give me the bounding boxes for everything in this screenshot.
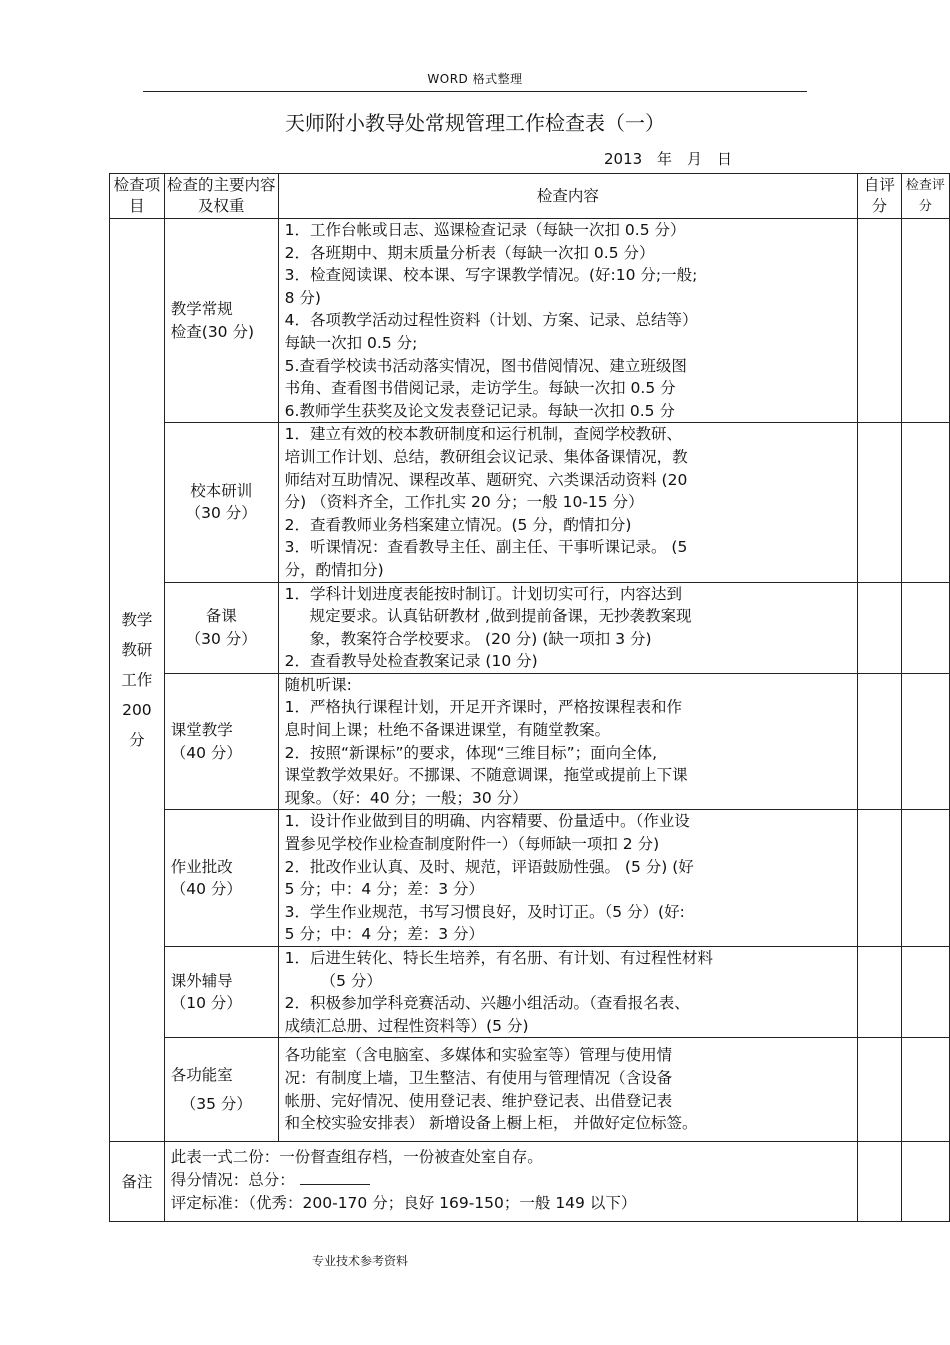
category-line: 教研 (121, 641, 153, 660)
remarks-line: 得分情况：总分： (171, 1169, 854, 1192)
content-cell: 1．工作台帐或日志、巡课检查记录（每缺一次扣 0.5 分） 2．各班期中、期末质量分析表（每缺一次扣 0.5 分） 3．检查阅读课、校本课、写字课教学情况。(好:10 分;一般; 8 分) 4．各项教学活动过程性资料（计划、方案、记录、总结等） 每缺一次扣 0.5 分; 5.查看学校读书活动落实情况，图书借阅情况、建立班级图 书角、查看图书借阅记录，走访学生。每缺一次扣 0.5 分 6.教师学生获奖及论文发表登记记录。每缺一次扣 0.5 分 (278, 219, 857, 423)
category-line: 分 (129, 731, 145, 750)
content-cell: 1．建立有效的校本教研制度和运行机制，查阅学校教研、 培训工作计划、总结，教研组会议记录、集体备课情况，教 师结对互助情况、课程改革、题研究、六类课活动资料 (20 分) （资料齐全，工作扎实 20 分；一般 10-15 分） 2．查看教师业务档案建立情况。(5 分，酌情扣分) 3．听课情况：查看教导主任、副主任、干事听课记录。 (5 分，酌情扣分) (278, 423, 857, 582)
item-cell: 各功能室 （35 分） (164, 1038, 278, 1142)
item-cell: 教学常规 检查(30 分) (164, 219, 278, 423)
category-line: 工作 (121, 671, 153, 690)
content-cell: 随机听课: 1．严格执行课程计划，开足开齐课时，严格按课程表和作 息时间上课；杜绝不备课进课堂，有随堂教案。 2．按照“新课标”的要求，体现“三维目标”；面向全体, 课堂教学效果好。不挪课、不随意调课，拖堂或提前上下课 现象。（好：40 分；一般；30 分） (278, 673, 857, 810)
header-divider (143, 91, 807, 92)
header-inspect-score: 检查评分 (901, 174, 949, 219)
table-row (110, 219, 950, 423)
header-check-content: 检查内容 (278, 174, 857, 219)
self-score-cell[interactable] (858, 1142, 902, 1222)
header-check-item: 检查项目 (110, 174, 165, 219)
self-score-cell[interactable] (858, 1038, 902, 1142)
remarks-line: 评定标准：（优秀：200-170 分；良好 169-150；一般 149 以下） (170, 1193, 637, 1212)
self-score-cell[interactable] (858, 582, 902, 673)
table-row (110, 423, 950, 582)
inspect-score-cell[interactable] (901, 582, 949, 673)
content-cell: 1．后进生转化、特长生培养，有名册、有计划、有过程性材料 （5 分） 2．积极参加学科竞赛活动、兴趣小组活动。（查看报名表、 成绩汇总册、过程性资料等）(5 分) (278, 947, 857, 1038)
inspection-table (109, 173, 950, 1222)
inspect-score-cell[interactable] (901, 219, 949, 423)
table-row (110, 810, 950, 947)
self-score-cell[interactable] (858, 219, 902, 423)
category-line: 200 (122, 701, 152, 720)
total-score-blank[interactable] (300, 1170, 370, 1185)
table-row (110, 947, 950, 1038)
self-score-cell[interactable] (858, 947, 902, 1038)
content-cell: 1．学科计划进度表能按时制订。计划切实可行，内容达到 规定要求。认真钻研教材 ,做到提前备课，无抄袭教案现 象，教案符合学校要求。 (20 分) (缺一项扣 3 分) 2．查看教导处检查教案记录 (10 分) (278, 582, 857, 673)
inspect-score-cell[interactable] (901, 1142, 949, 1222)
self-score-cell[interactable] (858, 423, 902, 582)
content-cell: 各功能室（含电脑室、多媒体和实验室等）管理与使用情 况：有制度上墙，卫生整洁、有使用与管理情况（含设备 帐册、完好情况、使用登记表、维护登记表、出借登记表 和全校实验安排表） 新增设备上橱上柜， 并做好定位标签。 (278, 1038, 857, 1142)
page-footer: 专业技术参考资料 (312, 1254, 409, 1268)
item-cell: 作业批改 （40 分） (164, 810, 278, 947)
item-cell: 备课 （30 分） (164, 582, 278, 673)
inspect-score-cell[interactable] (901, 1038, 949, 1142)
date-line: 2013 年 月 日 (604, 150, 732, 168)
table-row (110, 1038, 950, 1142)
inspect-score-cell[interactable] (901, 673, 949, 810)
item-cell: 校本研训 （30 分） (164, 423, 278, 582)
inspect-score-cell[interactable] (901, 947, 949, 1038)
table-row (110, 582, 950, 673)
remarks-row (110, 1142, 950, 1222)
self-score-cell[interactable] (858, 810, 902, 947)
inspect-score-cell[interactable] (901, 810, 949, 947)
header-main-content-weight: 检查的主要内容及权重 (164, 174, 278, 219)
item-cell: 课堂教学 （40 分） (164, 673, 278, 810)
category-cell (110, 219, 165, 1142)
remarks-label: 备注 (110, 1142, 165, 1222)
item-cell: 课外辅导 （10 分） (164, 947, 278, 1038)
self-score-cell[interactable] (858, 673, 902, 810)
header-self-score: 自评分 (858, 174, 902, 219)
table-row (110, 673, 950, 810)
table-header-row (110, 174, 950, 219)
content-cell: 1．设计作业做到目的明确、内容精要、份量适中。（作业设 置参见学校作业检查制度附件一）（每师缺一项扣 2 分) 2．批改作业认真、及时、规范，评语鼓励性强。 (5 分) (好 5 分；中：4 分；差：3 分） 3．学生作业规范，书写习惯良好，及时订正。（5 分）(好: 5 分；中：4 分；差：3 分） (278, 810, 857, 947)
category-line: 教学 (121, 611, 153, 630)
inspect-score-cell[interactable] (901, 423, 949, 582)
page-header: WORD 格式整理 (427, 72, 523, 86)
remarks-line: 此表一式二份：一份督查组存档，一份被查处室自存。 (170, 1148, 543, 1167)
remarks-content (164, 1142, 857, 1222)
document-title: 天师附小教导处常规管理工作检查表（一） (285, 111, 665, 135)
